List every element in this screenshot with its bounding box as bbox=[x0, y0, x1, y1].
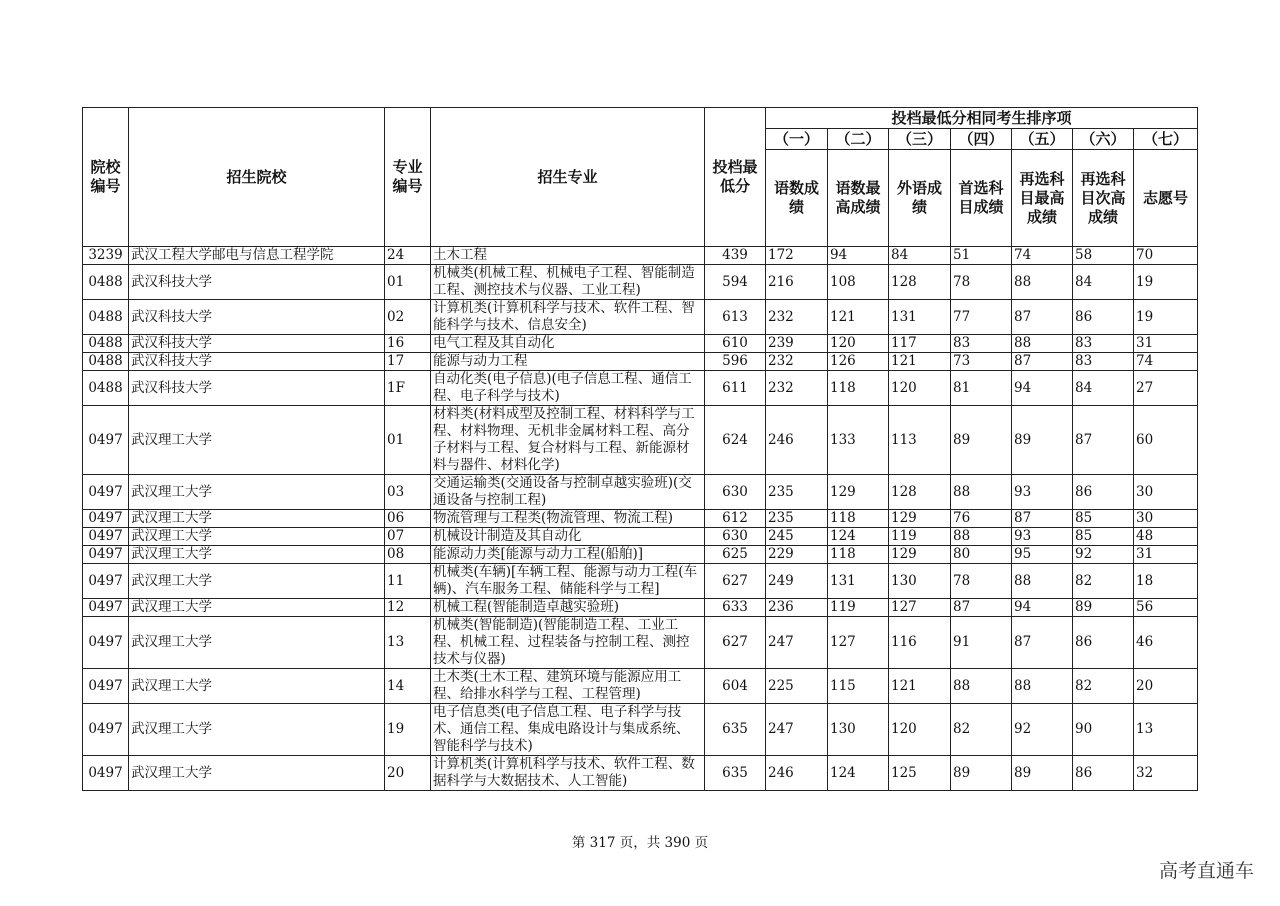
min-score-cell: 596 bbox=[705, 353, 766, 371]
foreign-language-cell: 121 bbox=[889, 353, 951, 371]
page-footer: 第 317 页，共 390 页 bbox=[571, 835, 709, 851]
chinese-math-max-cell: 118 bbox=[828, 510, 889, 528]
header-sub-foreign-language: 外语成绩 bbox=[889, 150, 951, 247]
elective-second-cell: 58 bbox=[1073, 247, 1134, 265]
chinese-math-max-cell: 124 bbox=[828, 528, 889, 546]
school-code-cell: 0497 bbox=[83, 475, 129, 510]
first-subject-cell: 78 bbox=[951, 265, 1012, 300]
chinese-math-max-cell: 119 bbox=[828, 599, 889, 617]
table-row bbox=[83, 406, 1198, 475]
elective-second-cell: 90 bbox=[1073, 704, 1134, 756]
table-row bbox=[83, 335, 1198, 353]
preference-no-cell: 32 bbox=[1134, 756, 1198, 791]
foreign-language-cell: 129 bbox=[889, 510, 951, 528]
first-subject-cell: 77 bbox=[951, 300, 1012, 335]
admission-score-table bbox=[82, 107, 1198, 791]
major-name-cell: 材料类(材料成型及控制工程、材料科学与工程、材料物理、无机非金属材料工程、高分子材料与工程、复合材料与工程、新能源材料与器件、材料化学) bbox=[431, 406, 705, 475]
preference-no-cell: 19 bbox=[1134, 300, 1198, 335]
first-subject-cell: 76 bbox=[951, 510, 1012, 528]
foreign-language-cell: 128 bbox=[889, 265, 951, 300]
major-name-cell: 机械设计制造及其自动化 bbox=[431, 528, 705, 546]
first-subject-cell: 78 bbox=[951, 564, 1012, 599]
table-row bbox=[83, 475, 1198, 510]
school-code-cell: 0497 bbox=[83, 599, 129, 617]
preference-no-cell: 31 bbox=[1134, 546, 1198, 564]
header-sub-preference-no: 志愿号 bbox=[1134, 150, 1198, 247]
header-school-name: 招生院校 bbox=[129, 108, 385, 247]
preference-no-cell: 74 bbox=[1134, 353, 1198, 371]
chinese-math-max-cell: 127 bbox=[828, 617, 889, 669]
elective-max-cell: 95 bbox=[1012, 546, 1073, 564]
first-subject-cell: 73 bbox=[951, 353, 1012, 371]
preference-no-cell: 30 bbox=[1134, 475, 1198, 510]
major-code-cell: 24 bbox=[385, 247, 431, 265]
header-major-code: 专业编号 bbox=[385, 108, 431, 247]
first-subject-cell: 89 bbox=[951, 406, 1012, 475]
header-index-3: （三） bbox=[889, 129, 951, 150]
header-min-score: 投档最低分 bbox=[705, 108, 766, 247]
preference-no-cell: 46 bbox=[1134, 617, 1198, 669]
preference-no-cell: 30 bbox=[1134, 510, 1198, 528]
elective-max-cell: 87 bbox=[1012, 510, 1073, 528]
major-name-cell: 电子信息类(电子信息工程、电子科学与技术、通信工程、集成电路设计与集成系统、智能科学与技术) bbox=[431, 704, 705, 756]
preference-no-cell: 56 bbox=[1134, 599, 1198, 617]
elective-max-cell: 89 bbox=[1012, 756, 1073, 791]
min-score-cell: 439 bbox=[705, 247, 766, 265]
school-code-cell: 0497 bbox=[83, 704, 129, 756]
major-name-cell: 机械类(智能制造)(智能制造工程、工业工程、机械工程、过程装备与控制工程、测控技术与仪器) bbox=[431, 617, 705, 669]
major-code-cell: 13 bbox=[385, 617, 431, 669]
min-score-cell: 630 bbox=[705, 528, 766, 546]
school-name-cell: 武汉理工大学 bbox=[129, 704, 385, 756]
school-name-cell: 武汉理工大学 bbox=[129, 546, 385, 564]
foreign-language-cell: 131 bbox=[889, 300, 951, 335]
foreign-language-cell: 119 bbox=[889, 528, 951, 546]
major-name-cell: 土木工程 bbox=[431, 247, 705, 265]
first-subject-cell: 83 bbox=[951, 335, 1012, 353]
chinese-math-max-cell: 124 bbox=[828, 756, 889, 791]
min-score-cell: 627 bbox=[705, 564, 766, 599]
major-name-cell: 电气工程及其自动化 bbox=[431, 335, 705, 353]
major-code-cell: 19 bbox=[385, 704, 431, 756]
school-name-cell: 武汉理工大学 bbox=[129, 599, 385, 617]
major-name-cell: 自动化类(电子信息)(电子信息工程、通信工程、电子科学与技术) bbox=[431, 371, 705, 406]
chinese-math-cell: 172 bbox=[766, 247, 828, 265]
min-score-cell: 594 bbox=[705, 265, 766, 300]
chinese-math-max-cell: 120 bbox=[828, 335, 889, 353]
table-row bbox=[83, 528, 1198, 546]
chinese-math-max-cell: 108 bbox=[828, 265, 889, 300]
elective-max-cell: 87 bbox=[1012, 300, 1073, 335]
header-index-2: （二） bbox=[828, 129, 889, 150]
table-row bbox=[83, 669, 1198, 704]
elective-max-cell: 87 bbox=[1012, 617, 1073, 669]
table-row bbox=[83, 756, 1198, 791]
chinese-math-max-cell: 118 bbox=[828, 546, 889, 564]
chinese-math-max-cell: 131 bbox=[828, 564, 889, 599]
foreign-language-cell: 117 bbox=[889, 335, 951, 353]
school-name-cell: 武汉理工大学 bbox=[129, 617, 385, 669]
school-name-cell: 武汉理工大学 bbox=[129, 564, 385, 599]
major-code-cell: 06 bbox=[385, 510, 431, 528]
first-subject-cell: 88 bbox=[951, 475, 1012, 510]
preference-no-cell: 70 bbox=[1134, 247, 1198, 265]
first-subject-cell: 88 bbox=[951, 669, 1012, 704]
chinese-math-max-cell: 133 bbox=[828, 406, 889, 475]
major-name-cell: 能源动力类[能源与动力工程(船舶)] bbox=[431, 546, 705, 564]
foreign-language-cell: 120 bbox=[889, 704, 951, 756]
elective-second-cell: 82 bbox=[1073, 669, 1134, 704]
elective-max-cell: 93 bbox=[1012, 528, 1073, 546]
first-subject-cell: 51 bbox=[951, 247, 1012, 265]
elective-max-cell: 88 bbox=[1012, 335, 1073, 353]
chinese-math-cell: 247 bbox=[766, 617, 828, 669]
foreign-language-cell: 121 bbox=[889, 669, 951, 704]
chinese-math-cell: 246 bbox=[766, 756, 828, 791]
elective-second-cell: 83 bbox=[1073, 353, 1134, 371]
elective-max-cell: 93 bbox=[1012, 475, 1073, 510]
elective-second-cell: 92 bbox=[1073, 546, 1134, 564]
chinese-math-cell: 236 bbox=[766, 599, 828, 617]
table-row bbox=[83, 617, 1198, 669]
preference-no-cell: 27 bbox=[1134, 371, 1198, 406]
elective-max-cell: 94 bbox=[1012, 371, 1073, 406]
major-name-cell: 土木类(土木工程、建筑环境与能源应用工程、给排水科学与工程、工程管理) bbox=[431, 669, 705, 704]
preference-no-cell: 31 bbox=[1134, 335, 1198, 353]
major-name-cell: 计算机类(计算机科学与技术、软件工程、数据科学与大数据技术、人工智能) bbox=[431, 756, 705, 791]
school-code-cell: 0497 bbox=[83, 406, 129, 475]
school-code-cell: 0497 bbox=[83, 669, 129, 704]
elective-max-cell: 88 bbox=[1012, 669, 1073, 704]
elective-second-cell: 82 bbox=[1073, 564, 1134, 599]
table-row bbox=[83, 704, 1198, 756]
header-major-name: 招生专业 bbox=[431, 108, 705, 247]
min-score-cell: 624 bbox=[705, 406, 766, 475]
header-index-4: （四） bbox=[951, 129, 1012, 150]
foreign-language-cell: 130 bbox=[889, 564, 951, 599]
table-row bbox=[83, 247, 1198, 265]
preference-no-cell: 60 bbox=[1134, 406, 1198, 475]
school-name-cell: 武汉科技大学 bbox=[129, 300, 385, 335]
major-name-cell: 机械类(机械工程、机械电子工程、智能制造工程、测控技术与仪器、工业工程) bbox=[431, 265, 705, 300]
major-code-cell: 07 bbox=[385, 528, 431, 546]
chinese-math-cell: 229 bbox=[766, 546, 828, 564]
min-score-cell: 613 bbox=[705, 300, 766, 335]
foreign-language-cell: 84 bbox=[889, 247, 951, 265]
chinese-math-max-cell: 115 bbox=[828, 669, 889, 704]
elective-second-cell: 86 bbox=[1073, 300, 1134, 335]
min-score-cell: 612 bbox=[705, 510, 766, 528]
table-row bbox=[83, 353, 1198, 371]
school-code-cell: 0497 bbox=[83, 617, 129, 669]
header-sub-chinese-math: 语数成绩 bbox=[766, 150, 828, 247]
school-name-cell: 武汉科技大学 bbox=[129, 265, 385, 300]
chinese-math-cell: 225 bbox=[766, 669, 828, 704]
elective-second-cell: 85 bbox=[1073, 510, 1134, 528]
foreign-language-cell: 116 bbox=[889, 617, 951, 669]
foreign-language-cell: 129 bbox=[889, 546, 951, 564]
first-subject-cell: 88 bbox=[951, 528, 1012, 546]
major-code-cell: 02 bbox=[385, 300, 431, 335]
school-code-cell: 0488 bbox=[83, 335, 129, 353]
preference-no-cell: 48 bbox=[1134, 528, 1198, 546]
elective-second-cell: 83 bbox=[1073, 335, 1134, 353]
chinese-math-cell: 249 bbox=[766, 564, 828, 599]
major-code-cell: 16 bbox=[385, 335, 431, 353]
school-name-cell: 武汉科技大学 bbox=[129, 371, 385, 406]
header-sub-elective-second: 再选科目次高成绩 bbox=[1073, 150, 1134, 247]
school-name-cell: 武汉理工大学 bbox=[129, 475, 385, 510]
header-index-7: （七） bbox=[1134, 129, 1198, 150]
elective-max-cell: 87 bbox=[1012, 353, 1073, 371]
chinese-math-max-cell: 126 bbox=[828, 353, 889, 371]
school-code-cell: 0497 bbox=[83, 528, 129, 546]
elective-second-cell: 84 bbox=[1073, 371, 1134, 406]
major-code-cell: 01 bbox=[385, 406, 431, 475]
school-name-cell: 武汉工程大学邮电与信息工程学院 bbox=[129, 247, 385, 265]
major-name-cell: 交通运输类(交通设备与控制卓越实验班)(交通设备与控制工程) bbox=[431, 475, 705, 510]
school-code-cell: 0497 bbox=[83, 756, 129, 791]
min-score-cell: 635 bbox=[705, 704, 766, 756]
school-code-cell: 0488 bbox=[83, 300, 129, 335]
major-code-cell: 14 bbox=[385, 669, 431, 704]
header-school-code: 院校编号 bbox=[83, 108, 129, 247]
elective-second-cell: 86 bbox=[1073, 756, 1134, 791]
major-code-cell: 03 bbox=[385, 475, 431, 510]
elective-max-cell: 92 bbox=[1012, 704, 1073, 756]
foreign-language-cell: 113 bbox=[889, 406, 951, 475]
header-sub-first-subject: 首选科目成绩 bbox=[951, 150, 1012, 247]
header-sub-elective-max: 再选科目最高成绩 bbox=[1012, 150, 1073, 247]
school-code-cell: 0488 bbox=[83, 353, 129, 371]
school-code-cell: 3239 bbox=[83, 247, 129, 265]
first-subject-cell: 89 bbox=[951, 756, 1012, 791]
chinese-math-cell: 239 bbox=[766, 335, 828, 353]
elective-max-cell: 88 bbox=[1012, 265, 1073, 300]
min-score-cell: 630 bbox=[705, 475, 766, 510]
major-code-cell: 12 bbox=[385, 599, 431, 617]
header-tiebreak-group: 投档最低分相同考生排序项 bbox=[766, 108, 1198, 129]
chinese-math-cell: 232 bbox=[766, 353, 828, 371]
table-row bbox=[83, 564, 1198, 599]
elective-max-cell: 94 bbox=[1012, 599, 1073, 617]
chinese-math-cell: 235 bbox=[766, 510, 828, 528]
chinese-math-max-cell: 94 bbox=[828, 247, 889, 265]
elective-second-cell: 86 bbox=[1073, 617, 1134, 669]
table-row bbox=[83, 300, 1198, 335]
first-subject-cell: 91 bbox=[951, 617, 1012, 669]
foreign-language-cell: 125 bbox=[889, 756, 951, 791]
chinese-math-cell: 247 bbox=[766, 704, 828, 756]
elective-max-cell: 74 bbox=[1012, 247, 1073, 265]
school-name-cell: 武汉理工大学 bbox=[129, 669, 385, 704]
table-row bbox=[83, 510, 1198, 528]
school-code-cell: 0488 bbox=[83, 371, 129, 406]
min-score-cell: 627 bbox=[705, 617, 766, 669]
min-score-cell: 625 bbox=[705, 546, 766, 564]
chinese-math-max-cell: 130 bbox=[828, 704, 889, 756]
header-index-6: （六） bbox=[1073, 129, 1134, 150]
major-code-cell: 1F bbox=[385, 371, 431, 406]
first-subject-cell: 82 bbox=[951, 704, 1012, 756]
min-score-cell: 611 bbox=[705, 371, 766, 406]
preference-no-cell: 13 bbox=[1134, 704, 1198, 756]
major-name-cell: 物流管理与工程类(物流管理、物流工程) bbox=[431, 510, 705, 528]
elective-second-cell: 84 bbox=[1073, 265, 1134, 300]
major-code-cell: 11 bbox=[385, 564, 431, 599]
major-code-cell: 01 bbox=[385, 265, 431, 300]
school-name-cell: 武汉科技大学 bbox=[129, 335, 385, 353]
table-row bbox=[83, 599, 1198, 617]
school-name-cell: 武汉理工大学 bbox=[129, 406, 385, 475]
table-row bbox=[83, 546, 1198, 564]
foreign-language-cell: 128 bbox=[889, 475, 951, 510]
major-code-cell: 17 bbox=[385, 353, 431, 371]
chinese-math-cell: 216 bbox=[766, 265, 828, 300]
watermark: 高考直通车 bbox=[1158, 860, 1254, 882]
major-code-cell: 08 bbox=[385, 546, 431, 564]
foreign-language-cell: 120 bbox=[889, 371, 951, 406]
major-name-cell: 机械工程(智能制造卓越实验班) bbox=[431, 599, 705, 617]
table-header bbox=[83, 108, 1198, 247]
elective-max-cell: 88 bbox=[1012, 564, 1073, 599]
first-subject-cell: 81 bbox=[951, 371, 1012, 406]
school-name-cell: 武汉理工大学 bbox=[129, 510, 385, 528]
school-code-cell: 0497 bbox=[83, 564, 129, 599]
chinese-math-cell: 232 bbox=[766, 300, 828, 335]
foreign-language-cell: 127 bbox=[889, 599, 951, 617]
elective-second-cell: 89 bbox=[1073, 599, 1134, 617]
chinese-math-cell: 246 bbox=[766, 406, 828, 475]
major-name-cell: 机械类(车辆)[车辆工程、能源与动力工程(车辆)、汽车服务工程、储能科学与工程] bbox=[431, 564, 705, 599]
school-name-cell: 武汉科技大学 bbox=[129, 353, 385, 371]
header-sub-chinese-math-max: 语数最高成绩 bbox=[828, 150, 889, 247]
first-subject-cell: 80 bbox=[951, 546, 1012, 564]
chinese-math-cell: 232 bbox=[766, 371, 828, 406]
school-code-cell: 0488 bbox=[83, 265, 129, 300]
elective-second-cell: 85 bbox=[1073, 528, 1134, 546]
elective-second-cell: 87 bbox=[1073, 406, 1134, 475]
major-name-cell: 计算机类(计算机科学与技术、软件工程、智能科学与技术、信息安全) bbox=[431, 300, 705, 335]
school-name-cell: 武汉理工大学 bbox=[129, 756, 385, 791]
first-subject-cell: 87 bbox=[951, 599, 1012, 617]
header-index-5: （五） bbox=[1012, 129, 1073, 150]
min-score-cell: 635 bbox=[705, 756, 766, 791]
preference-no-cell: 18 bbox=[1134, 564, 1198, 599]
school-name-cell: 武汉理工大学 bbox=[129, 528, 385, 546]
preference-no-cell: 20 bbox=[1134, 669, 1198, 704]
major-name-cell: 能源与动力工程 bbox=[431, 353, 705, 371]
major-code-cell: 20 bbox=[385, 756, 431, 791]
table-row bbox=[83, 265, 1198, 300]
table-body bbox=[83, 247, 1198, 791]
min-score-cell: 633 bbox=[705, 599, 766, 617]
min-score-cell: 604 bbox=[705, 669, 766, 704]
elective-second-cell: 86 bbox=[1073, 475, 1134, 510]
elective-max-cell: 89 bbox=[1012, 406, 1073, 475]
school-code-cell: 0497 bbox=[83, 546, 129, 564]
chinese-math-max-cell: 118 bbox=[828, 371, 889, 406]
chinese-math-max-cell: 121 bbox=[828, 300, 889, 335]
chinese-math-cell: 245 bbox=[766, 528, 828, 546]
min-score-cell: 610 bbox=[705, 335, 766, 353]
table-row bbox=[83, 371, 1198, 406]
chinese-math-max-cell: 129 bbox=[828, 475, 889, 510]
header-index-1: （一） bbox=[766, 129, 828, 150]
school-code-cell: 0497 bbox=[83, 510, 129, 528]
preference-no-cell: 19 bbox=[1134, 265, 1198, 300]
chinese-math-cell: 235 bbox=[766, 475, 828, 510]
